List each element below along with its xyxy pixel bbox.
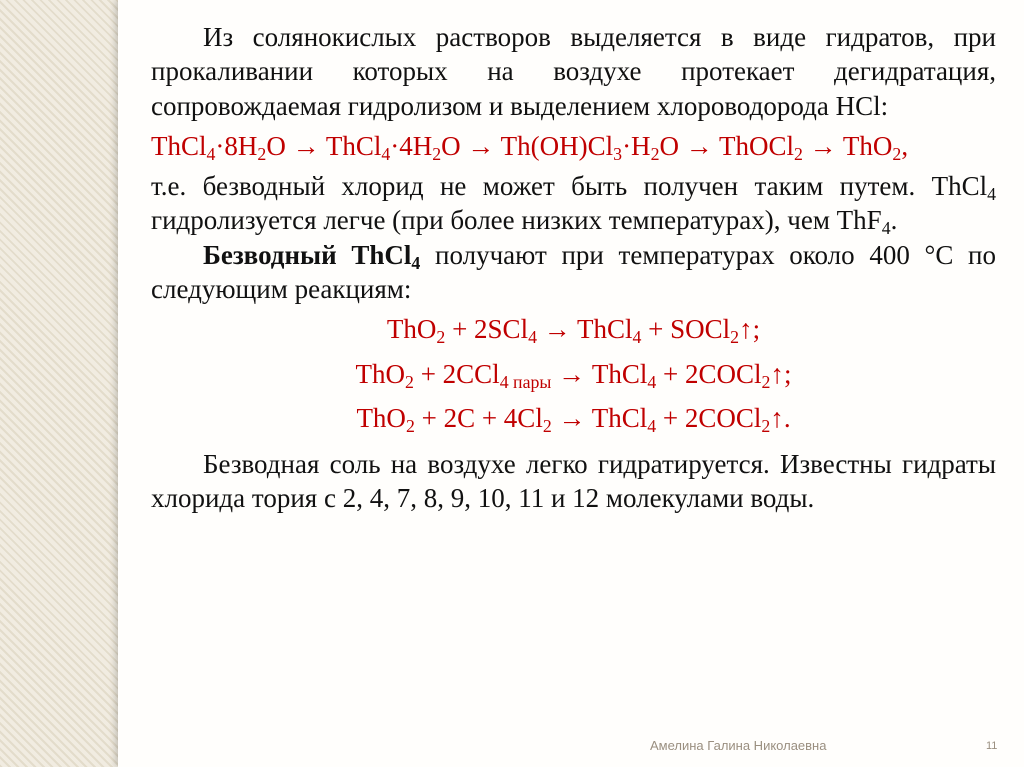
equation-2: ThO$_2$ + 2CCl$_{4 пары}$ → ThCl$_4$ + 2COCl$_2$↑; xyxy=(355,358,792,392)
paragraph-intro: Из солянокислых растворов выделяется в виде гидратов, при прокаливании которых на воздухе протекает дегидратация, сопровождаемая гидролизом и выделением хлороводорода HCl: xyxy=(151,22,996,121)
paragraph-hydrolysis: т.е. безводный хлорид не может быть получен таким путем. ThCl$_4$ гидролизуется легче (при более низких температурах), чем ThF$_4$. xyxy=(151,171,996,239)
footer-author: Амелина Галина Николаевна xyxy=(650,738,827,753)
paragraph-hydrates: Безводная соль на воздухе легко гидратируется. Известны гидраты хлорида тория с 2, 4, 7, 8, 9, 10, 11 и 12 молекулами воды. xyxy=(151,449,996,514)
reaction-scheme: $ThCl_4\cdot 8H_2O$ → $ThCl_4\cdot 4H_2O \to Th(OH)Cl_3\cdot H_2O$ → ThOCl$_2$ → ThO$_2$, xyxy=(151,130,909,164)
equation-1: ThO$_2$ + 2SCl$_4$ → ThCl$_4$ + SOCl$_2$↑; xyxy=(386,314,761,348)
paragraph-anhydrous: Безводный ThCl$_4$ получают при температурах около 400 °С по следующим реакциям: xyxy=(151,239,996,304)
equation-3: $ThO_2 + 2C + 4Cl_2$ → ThCl$_4$ + 2COCl$_2$↑. xyxy=(356,402,791,436)
slide-content xyxy=(151,20,996,516)
page-number: 11 xyxy=(986,740,998,752)
